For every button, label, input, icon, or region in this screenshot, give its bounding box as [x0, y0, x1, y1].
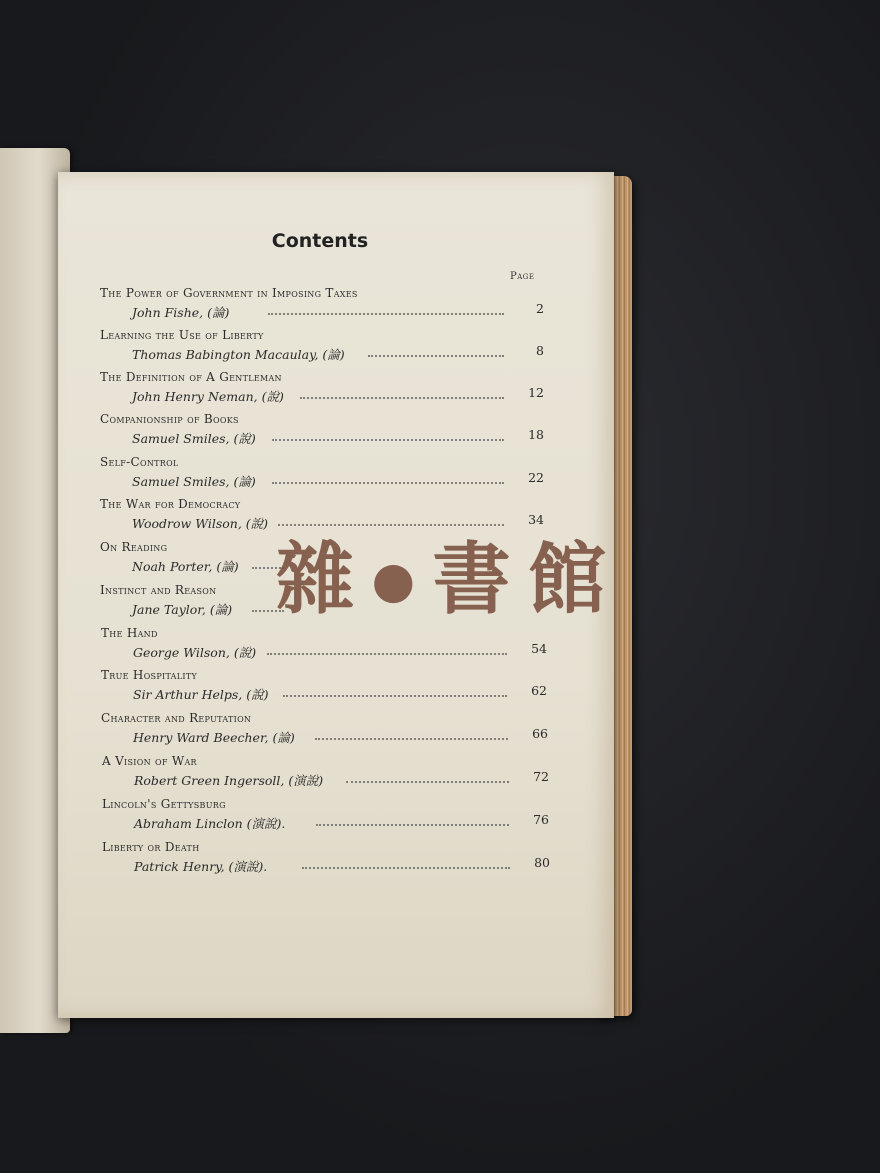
- toc-entry: [102, 840, 550, 880]
- entry-page: 54: [531, 641, 547, 656]
- entry-author: Abraham Linclon (演說).: [134, 816, 286, 831]
- contents-heading: Contents: [271, 230, 369, 252]
- leader-dots: [272, 431, 504, 441]
- toc-entry: [101, 711, 548, 751]
- entry-title: The Definition of A Gentleman: [100, 370, 282, 384]
- entry-title: The War for Democracy: [100, 497, 241, 511]
- entry-author: Noah Porter, (論): [132, 559, 239, 574]
- entry-page: 34: [528, 512, 544, 527]
- toc-entry: [101, 626, 547, 666]
- leader-dots: [283, 687, 507, 697]
- entry-title: True Hospitality: [101, 668, 198, 682]
- entry-author: Robert Green Ingersoll, (演說): [134, 773, 324, 788]
- toc-entry: [100, 286, 544, 326]
- leader-dots: [315, 730, 508, 740]
- toc-entry: [100, 412, 544, 452]
- entry-page: 80: [534, 855, 550, 870]
- page-column-label: Page: [510, 271, 535, 282]
- entry-title: Instinct and Reason: [100, 583, 217, 597]
- entry-page: 2: [536, 301, 544, 316]
- entry-author: Woodrow Wilson, (說): [132, 516, 269, 531]
- seal-char: 館: [527, 534, 606, 625]
- entry-page: 8: [536, 343, 544, 358]
- entry-author: George Wilson, (說): [133, 645, 257, 660]
- entry-title: Companionship of Books: [100, 412, 239, 426]
- seal-char: 雜: [276, 534, 355, 625]
- toc-entry: [100, 455, 544, 495]
- entry-author: Jane Taylor, (論): [132, 602, 233, 617]
- entry-page: 72: [533, 769, 549, 784]
- leader-dots: [316, 816, 509, 826]
- leader-dots: [346, 773, 509, 783]
- entry-author: Samuel Smiles, (說): [132, 431, 256, 446]
- entry-author: Thomas Babington Macaulay, (論): [132, 347, 345, 362]
- toc-entry: [100, 370, 544, 410]
- leader-dots: [268, 305, 504, 315]
- entry-page: 66: [532, 726, 548, 741]
- entry-author: Henry Ward Beecher, (論): [133, 730, 295, 745]
- seal-dot: ●: [371, 550, 416, 609]
- entry-title: Character and Reputation: [101, 711, 252, 725]
- entry-title: Learning the Use of Liberty: [100, 328, 264, 342]
- entry-page: 76: [533, 812, 549, 827]
- entry-title: The Power of Government in Imposing Taxes: [100, 286, 358, 300]
- entry-title: Lincoln's Gettysburg: [102, 797, 226, 811]
- entry-page: 18: [528, 427, 544, 442]
- entry-author: Patrick Henry, (演說).: [134, 859, 268, 874]
- leader-dots: [267, 645, 507, 655]
- entry-author: John Fishe, (論): [132, 305, 230, 320]
- seal-char: 書: [432, 534, 511, 625]
- leader-dots: [278, 516, 504, 526]
- entry-title: A Vision of War: [102, 754, 197, 768]
- entry-title: Self-Control: [100, 455, 179, 469]
- leader-dots: [272, 474, 504, 484]
- toc-entry: [101, 668, 547, 708]
- leader-dots: [302, 859, 510, 869]
- entry-author: Samuel Smiles, (論): [132, 474, 256, 489]
- leader-dots: [368, 347, 504, 357]
- toc-entry: [102, 754, 549, 794]
- library-seal-stamp: [276, 530, 606, 630]
- entry-page: 62: [531, 683, 547, 698]
- entry-title: Liberty or Death: [102, 840, 200, 854]
- toc-entry: [102, 797, 549, 837]
- entry-title: The Hand: [101, 626, 158, 640]
- leader-dots: [300, 389, 504, 399]
- entry-author: Sir Arthur Helps, (說): [133, 687, 269, 702]
- entry-page: 22: [528, 470, 544, 485]
- entry-author: John Henry Neman, (說): [132, 389, 284, 404]
- entry-title: On Reading: [100, 540, 168, 554]
- toc-entry: [100, 328, 544, 368]
- entry-page: 12: [528, 385, 544, 400]
